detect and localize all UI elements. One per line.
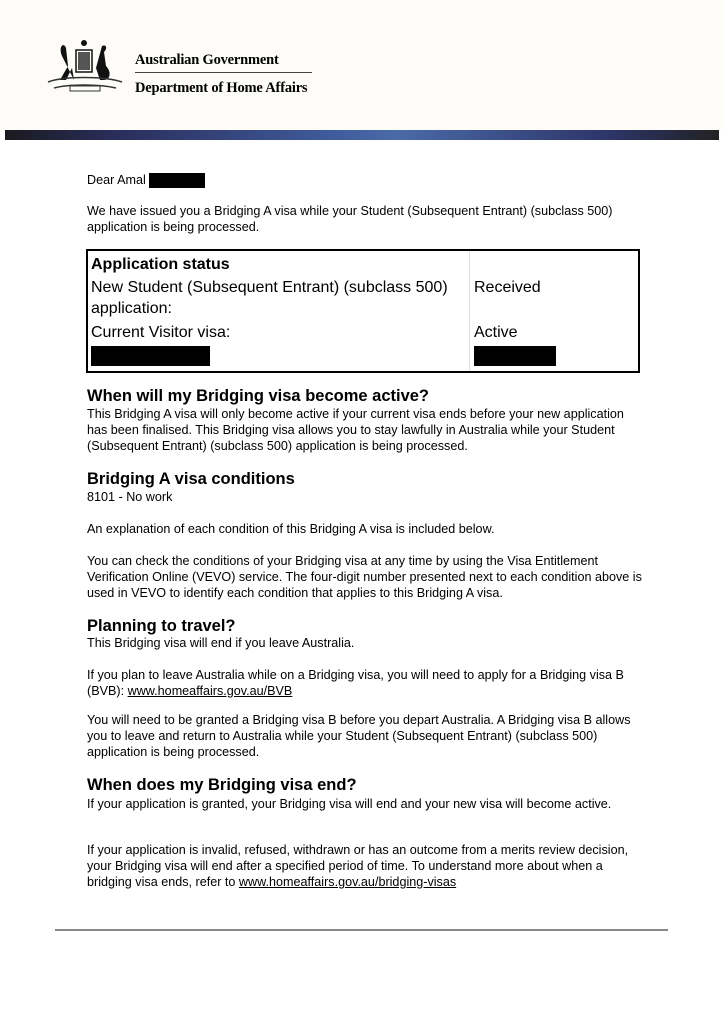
intro-paragraph: We have issued you a Bridging A visa while your Student (Subsequent Entrant) (subclass 500) application is being processed. — [87, 204, 613, 234]
condition-item: 8101 - No work — [87, 490, 173, 504]
row-value: Received — [474, 279, 541, 296]
paragraph: This Bridging A visa will only become active if your current visa ends before your new application has been finalised. This Bridging visa allows you to stay lawfully in Australia while your Student (Subsequent Entrant) (subclass 500) application is being processed. — [87, 407, 624, 453]
section-heading: Bridging A visa conditions — [87, 470, 295, 488]
paragraph: If your application is granted, your Bridging visa will end and your new visa will become active. — [87, 797, 612, 811]
table-title: Application status — [91, 256, 230, 273]
letterhead — [0, 0, 724, 130]
bvb-link[interactable]: www.homeaffairs.gov.au/BVB — [127, 684, 293, 698]
paragraph — [87, 667, 647, 699]
row-label: Current Visitor visa: — [91, 324, 231, 341]
section-heading: When will my Bridging visa become active? — [87, 387, 430, 405]
paragraph-text: If you plan to leave Australia while on a Bridging visa, you will need to apply for a Bridging visa B (BVB): — [87, 668, 624, 698]
paragraph: You will need to be granted a Bridging visa B before you depart Australia. A Bridging visa B allows you to leave and return to Australia while your Student (Subsequent Entrant) (subclass 500) application is being processed. — [87, 713, 631, 759]
paragraph: You can check the conditions of your Bridging visa at any time by using the Visa Entitlement Verification Online (VEVO) service. The four-digit number presented next to each condition above is used in VEVO to identify each condition that applies to this Bridging A visa. — [87, 554, 642, 600]
section-heading: When does my Bridging visa end? — [87, 776, 357, 794]
paragraph: An explanation of each condition of this Bridging A visa is included below. — [87, 522, 495, 536]
row-label: New Student (Subsequent Entrant) (subclass 500) application: — [91, 279, 448, 317]
column-divider — [469, 251, 470, 371]
header-divider — [135, 72, 312, 73]
department-name: Department of Home Affairs — [135, 80, 308, 96]
section-heading: Planning to travel? — [87, 617, 236, 635]
redacted-surname — [149, 173, 205, 188]
redacted-visa-number — [91, 346, 210, 366]
row-value: Active — [474, 324, 518, 341]
bridging-visas-link[interactable]: www.homeaffairs.gov.au/bridging-visas — [238, 875, 457, 889]
application-status-table — [86, 249, 640, 373]
redacted-visa-date — [474, 346, 556, 366]
greeting — [87, 172, 647, 188]
paragraph — [87, 842, 647, 890]
header-banner-bar — [5, 130, 719, 140]
greeting-text: Dear Amal — [87, 173, 146, 187]
government-name: Australian Government — [135, 52, 279, 68]
paragraph-text: If your application is invalid, refused, withdrawn or has an outcome from a merits review decision, your Bridging visa will end after a specified period of time. To understand more about when a bridging visa ends, refer to — [87, 843, 629, 889]
footer-divider — [55, 929, 668, 931]
paragraph: This Bridging visa will end if you leave Australia. — [87, 636, 355, 650]
coat-of-arms-logo — [44, 36, 126, 98]
